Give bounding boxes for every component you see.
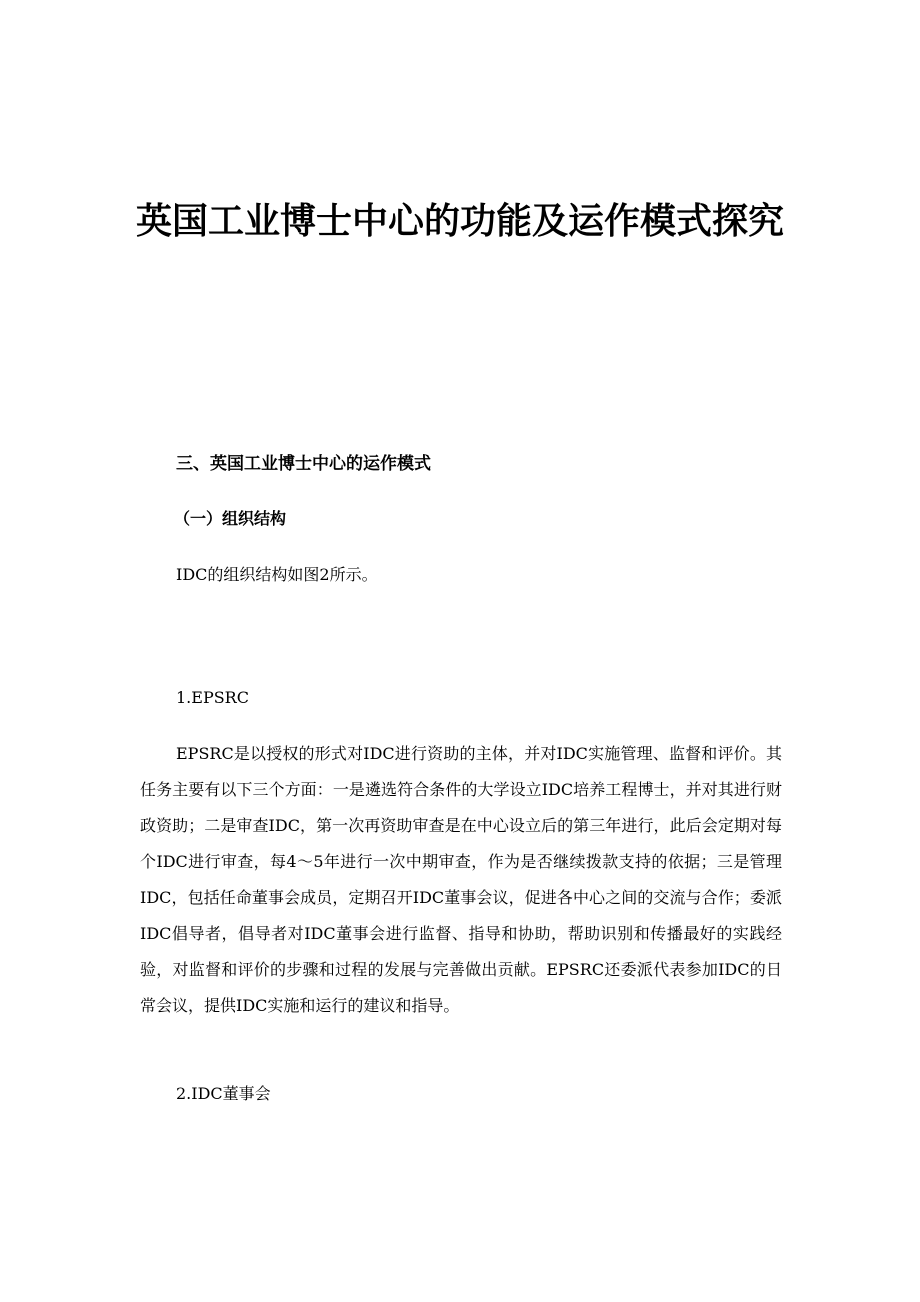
document-title: 英国工业博士中心的功能及运作模式探究 [135,201,784,242]
item-1-paragraph: EPSRC是以授权的形式对IDC进行资助的主体，并对IDC实施管理、监督和评价。其任务主要有以下三个方面：一是遴选符合条件的大学设立IDC培养工程博士，并对其进行财政资助；二是审查IDC，第一次再资助审查是在中心设立后的第三年进行，此后会定期对每个IDC进行审查，每4～5年进行一次中期审查，作为是否继续拨款支持的依据；三是管理IDC，包括任命董事会成员，定期召开IDC董事会议，促进各中心之间的交流与合作；委派IDC倡导者，倡导者对IDC董事会进行监督、指导和协助，帮助识别和传播最好的实践经验，对监督和评价的步骤和过程的发展与完善做出贡献。EPSRC还委派代表参加IDC的日常会议，提供IDC实施和运行的建议和指导。 [140,744,782,1015]
item-1-heading: 1.EPSRC [176,688,249,707]
subsection-heading: （一）组织结构 [174,509,287,528]
section-heading: 三、英国工业博士中心的运作模式 [176,454,431,474]
item-2-heading: 2.IDC董事会 [176,1084,271,1103]
intro-paragraph: IDC的组织结构如图2所示。 [176,565,378,584]
